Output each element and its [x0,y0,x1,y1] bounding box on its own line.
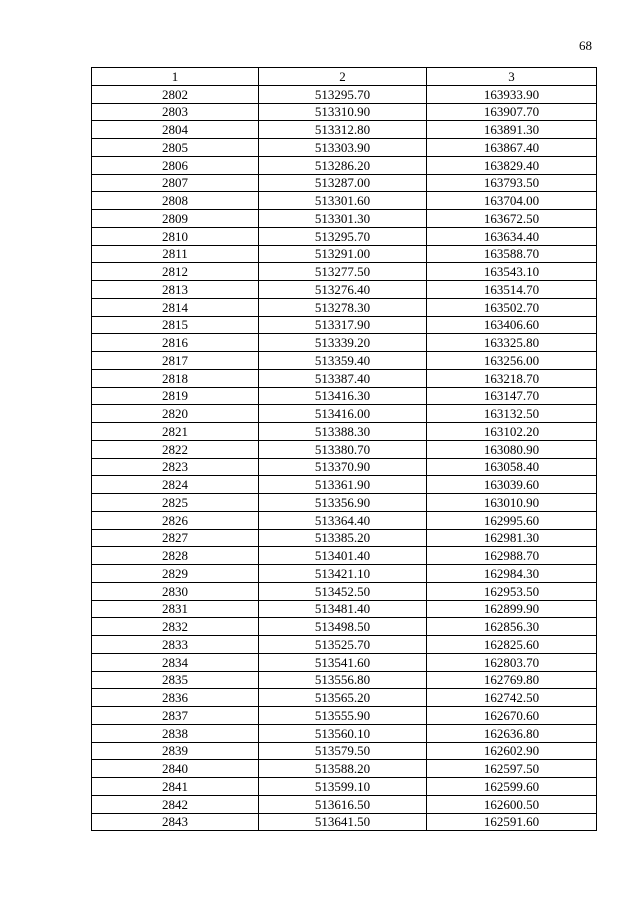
y-coordinate-cell: 162899.90 [427,600,597,618]
x-coordinate-cell: 513370.90 [259,458,427,476]
table-row [92,387,597,405]
point-number-cell: 2831 [92,600,259,618]
column-header-1: 1 [92,68,259,86]
page-number: 68 [579,38,592,53]
point-number-cell: 2843 [92,813,259,831]
point-number-cell: 2802 [92,85,259,103]
point-number-cell: 2818 [92,369,259,387]
x-coordinate-cell: 513287.00 [259,174,427,192]
table-row [92,174,597,192]
x-coordinate-cell: 513416.00 [259,405,427,423]
x-coordinate-cell: 513317.90 [259,316,427,334]
x-coordinate-cell: 513616.50 [259,795,427,813]
y-coordinate-cell: 162984.30 [427,565,597,583]
point-number-cell: 2842 [92,795,259,813]
table-row [92,156,597,174]
table-row [92,227,597,245]
point-number-cell: 2813 [92,281,259,299]
y-coordinate-cell: 162600.50 [427,795,597,813]
x-coordinate-cell: 513416.30 [259,387,427,405]
y-coordinate-cell: 163933.90 [427,85,597,103]
x-coordinate-cell: 513278.30 [259,298,427,316]
column-header-2: 2 [259,68,427,86]
y-coordinate-cell: 163543.10 [427,263,597,281]
table-row [92,298,597,316]
x-coordinate-cell: 513401.40 [259,547,427,565]
y-coordinate-cell: 163502.70 [427,298,597,316]
table-row [92,636,597,654]
x-coordinate-cell: 513525.70 [259,636,427,654]
point-number-cell: 2810 [92,227,259,245]
y-coordinate-cell: 162742.50 [427,689,597,707]
table-row [92,210,597,228]
point-number-cell: 2814 [92,298,259,316]
point-number-cell: 2840 [92,760,259,778]
table-row [92,547,597,565]
point-number-cell: 2816 [92,334,259,352]
point-number-cell: 2825 [92,494,259,512]
y-coordinate-cell: 163010.90 [427,494,597,512]
y-coordinate-cell: 163829.40 [427,156,597,174]
table-row [92,653,597,671]
x-coordinate-cell: 513588.20 [259,760,427,778]
x-coordinate-cell: 513312.80 [259,121,427,139]
table-row [92,245,597,263]
table-row [92,813,597,831]
point-number-cell: 2833 [92,636,259,654]
table-row [92,511,597,529]
y-coordinate-cell: 163102.20 [427,423,597,441]
point-number-cell: 2821 [92,423,259,441]
x-coordinate-cell: 513385.20 [259,529,427,547]
y-coordinate-cell: 163793.50 [427,174,597,192]
table-row [92,352,597,370]
y-coordinate-cell: 163406.60 [427,316,597,334]
x-coordinate-cell: 513641.50 [259,813,427,831]
point-number-cell: 2808 [92,192,259,210]
y-coordinate-cell: 162981.30 [427,529,597,547]
point-number-cell: 2824 [92,476,259,494]
table-row [92,281,597,299]
table-row [92,458,597,476]
point-number-cell: 2830 [92,582,259,600]
table-row [92,405,597,423]
point-number-cell: 2834 [92,653,259,671]
point-number-cell: 2811 [92,245,259,263]
point-number-cell: 2807 [92,174,259,192]
header-row [92,68,597,86]
table-row [92,760,597,778]
table-row [92,565,597,583]
y-coordinate-cell: 163325.80 [427,334,597,352]
table-row [92,369,597,387]
y-coordinate-cell: 163588.70 [427,245,597,263]
point-number-cell: 2804 [92,121,259,139]
point-number-cell: 2841 [92,778,259,796]
x-coordinate-cell: 513481.40 [259,600,427,618]
y-coordinate-cell: 162597.50 [427,760,597,778]
point-number-cell: 2829 [92,565,259,583]
table-row [92,423,597,441]
table-header [92,68,597,86]
table-row [92,440,597,458]
x-coordinate-cell: 513291.00 [259,245,427,263]
x-coordinate-cell: 513541.60 [259,653,427,671]
point-number-cell: 2838 [92,724,259,742]
x-coordinate-cell: 513356.90 [259,494,427,512]
point-number-cell: 2823 [92,458,259,476]
x-coordinate-cell: 513359.40 [259,352,427,370]
y-coordinate-cell: 162856.30 [427,618,597,636]
y-coordinate-cell: 163218.70 [427,369,597,387]
x-coordinate-cell: 513498.50 [259,618,427,636]
column-header-3: 3 [427,68,597,86]
table-body [92,85,597,831]
x-coordinate-cell: 513421.10 [259,565,427,583]
x-coordinate-cell: 513560.10 [259,724,427,742]
table-row [92,671,597,689]
y-coordinate-cell: 163256.00 [427,352,597,370]
table-row [92,707,597,725]
table-row [92,778,597,796]
x-coordinate-cell: 513599.10 [259,778,427,796]
x-coordinate-cell: 513301.60 [259,192,427,210]
point-number-cell: 2837 [92,707,259,725]
table-row [92,121,597,139]
table-row [92,334,597,352]
point-number-cell: 2827 [92,529,259,547]
point-number-cell: 2828 [92,547,259,565]
y-coordinate-cell: 162769.80 [427,671,597,689]
y-coordinate-cell: 163080.90 [427,440,597,458]
x-coordinate-cell: 513361.90 [259,476,427,494]
x-coordinate-cell: 513277.50 [259,263,427,281]
x-coordinate-cell: 513339.20 [259,334,427,352]
point-number-cell: 2826 [92,511,259,529]
point-number-cell: 2803 [92,103,259,121]
table-row [92,316,597,334]
y-coordinate-cell: 163867.40 [427,139,597,157]
y-coordinate-cell: 163132.50 [427,405,597,423]
table-row [92,582,597,600]
y-coordinate-cell: 163058.40 [427,458,597,476]
y-coordinate-cell: 162825.60 [427,636,597,654]
point-number-cell: 2839 [92,742,259,760]
y-coordinate-cell: 162636.80 [427,724,597,742]
y-coordinate-cell: 163891.30 [427,121,597,139]
point-number-cell: 2805 [92,139,259,157]
x-coordinate-cell: 513303.90 [259,139,427,157]
y-coordinate-cell: 163514.70 [427,281,597,299]
point-number-cell: 2832 [92,618,259,636]
point-number-cell: 2819 [92,387,259,405]
point-number-cell: 2806 [92,156,259,174]
x-coordinate-cell: 513295.70 [259,85,427,103]
table-row [92,103,597,121]
y-coordinate-cell: 162995.60 [427,511,597,529]
point-number-cell: 2817 [92,352,259,370]
y-coordinate-cell: 163147.70 [427,387,597,405]
x-coordinate-cell: 513276.40 [259,281,427,299]
y-coordinate-cell: 162602.90 [427,742,597,760]
table-row [92,600,597,618]
point-number-cell: 2809 [92,210,259,228]
x-coordinate-cell: 513380.70 [259,440,427,458]
x-coordinate-cell: 513387.40 [259,369,427,387]
table-row [92,618,597,636]
table-row [92,85,597,103]
y-coordinate-cell: 163039.60 [427,476,597,494]
x-coordinate-cell: 513556.80 [259,671,427,689]
x-coordinate-cell: 513310.90 [259,103,427,121]
y-coordinate-cell: 162988.70 [427,547,597,565]
point-number-cell: 2815 [92,316,259,334]
table-row [92,689,597,707]
y-coordinate-cell: 162953.50 [427,582,597,600]
table-row [92,476,597,494]
point-number-cell: 2812 [92,263,259,281]
point-number-cell: 2836 [92,689,259,707]
table-row [92,263,597,281]
point-number-cell: 2822 [92,440,259,458]
table-row [92,742,597,760]
x-coordinate-cell: 513364.40 [259,511,427,529]
y-coordinate-cell: 163634.40 [427,227,597,245]
table-row [92,139,597,157]
y-coordinate-cell: 163704.00 [427,192,597,210]
x-coordinate-cell: 513286.20 [259,156,427,174]
point-number-cell: 2820 [92,405,259,423]
x-coordinate-cell: 513301.30 [259,210,427,228]
coordinates-table [91,67,597,831]
table-row [92,494,597,512]
x-coordinate-cell: 513565.20 [259,689,427,707]
x-coordinate-cell: 513388.30 [259,423,427,441]
y-coordinate-cell: 163672.50 [427,210,597,228]
y-coordinate-cell: 163907.70 [427,103,597,121]
x-coordinate-cell: 513555.90 [259,707,427,725]
x-coordinate-cell: 513452.50 [259,582,427,600]
x-coordinate-cell: 513579.50 [259,742,427,760]
y-coordinate-cell: 162599.60 [427,778,597,796]
y-coordinate-cell: 162803.70 [427,653,597,671]
table-row [92,795,597,813]
y-coordinate-cell: 162591.60 [427,813,597,831]
table-row [92,724,597,742]
point-number-cell: 2835 [92,671,259,689]
table-row [92,529,597,547]
table-row [92,192,597,210]
y-coordinate-cell: 162670.60 [427,707,597,725]
x-coordinate-cell: 513295.70 [259,227,427,245]
